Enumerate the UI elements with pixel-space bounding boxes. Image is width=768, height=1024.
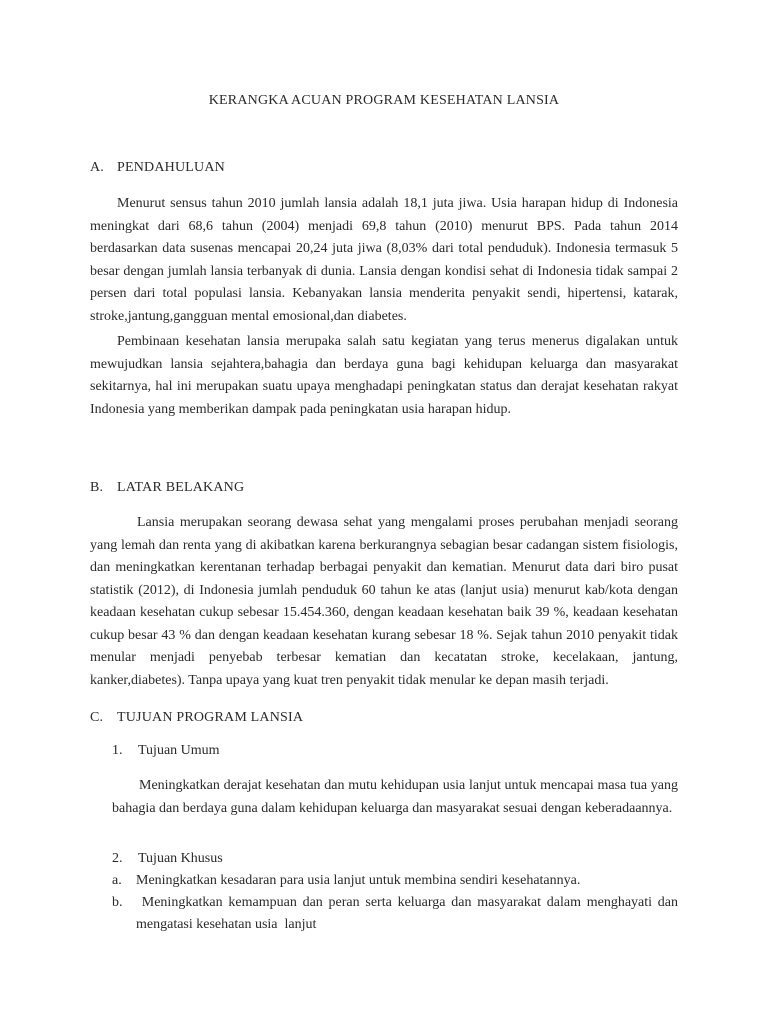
list-item-letter: b. [112,895,123,910]
tujuan-umum-number: 1. [112,743,123,758]
section-b-title: LATAR BELAKANG [117,480,245,495]
section-c-number: C. [90,710,104,725]
section-b-number: B. [90,480,104,495]
tujuan-umum-heading [112,743,220,759]
list-item-text: Meningkatkan kesadaran para usia lanjut untuk membina sendiri kesehatannya. [136,873,581,888]
tujuan-khusus-title: Tujuan Khusus [138,851,223,866]
section-a-heading [90,160,225,176]
section-c-title: TUJUAN PROGRAM LANSIA [117,710,304,725]
tujuan-khusus-item-a [112,870,678,892]
tujuan-khusus-heading [112,851,223,867]
section-c-heading [90,710,303,726]
section-b-heading [90,480,244,496]
tujuan-khusus-number: 2. [112,851,123,866]
section-a-paragraph-2: Pembinaan kesehatan lansia merupaka salah satu kegiatan yang terus menerus digalakan untuk mewujudkan lansia sejahtera,bahagia dan berdaya guna bagi kehidupan keluarga dan masyarakat sekitarnya, hal ini merupakan suatu upaya menghadapi peningkatan status dan derajat kesehatan rakyat Indonesia yang memberikan dampak pada peningkatan usia harapan hidup. [90,334,678,417]
tujuan-khusus-item-b [112,892,682,936]
list-item-text: Meningkatkan kemampuan dan peran serta keluarga dan masyarakat dalam menghayati dan mengatasi kesehatan usia lanjut [136,895,682,932]
section-a-title: PENDAHULUAN [117,160,225,175]
document-page [90,0,682,1024]
tujuan-umum-title: Tujuan Umum [138,743,220,758]
document-title: KERANGKA ACUAN PROGRAM KESEHATAN LANSIA [208,93,560,108]
section-a-paragraph-1: Menurut sensus tahun 2010 jumlah lansia adalah 18,1 juta jiwa. Usia harapan hidup di Indonesia meningkat dari 68,6 tahun (2004) menjadi 69,8 tahun (2010) menurut BPS. Pada tahun 2014 berdasarkan data susenas mencapai 20,24 juta jiwa (8,03% dari total penduduk). Indonesia termasuk 5 besar dengan jumlah lansia terbanyak di dunia. Lansia dengan kondisi sehat di Indonesia tidak sampai 2 persen dari total populasi lansia. Kebanyakan lansia menderita penyakit sendi, hipertensi, katarak, stroke,jantung,gangguan mental emosional,dan diabetes. [90,196,678,324]
tujuan-umum-paragraph: Meningkatkan derajat kesehatan dan mutu kehidupan usia lanjut untuk mencapai masa tua yang bahagia dan berdaya guna dalam kehidupan keluarga dan masyarakat sesuai dengan keberadaannya. [112,778,678,816]
section-b-paragraph-1: Lansia merupakan seorang dewasa sehat yang mengalami proses perubahan menjadi seorang yang lemah dan renta yang di akibatkan karena berkurangnya sebagian besar cadangan sistem fisiologis, dan meningkatkan kerentanan terhadap berbagai penyakit dan kematian. Menurut data dari biro pusat statistik (2012), di Indonesia jumlah penduduk 60 tahun ke atas (lanjut usia) menurut kab/kota dengan keadaan kesehatan cukup sebesar 15.454.360, dengan keadaan kesehatan baik 39 %, keadaan kesehatan cukup besar 43 % dan dengan keadaan kesehatan kurang sebesar 18 %. Sejak tahun 2010 penyakit tidak menular menjadi penyebab terbesar kematian dan kecatatan stroke, kecelakaan, jantung, kanker,diabetes). Tanpa upaya yang kuat tren penyakit tidak menular ke depan masih terjadi. [90,515,678,688]
list-item-letter: a. [112,873,122,888]
section-a-number: A. [90,160,105,175]
